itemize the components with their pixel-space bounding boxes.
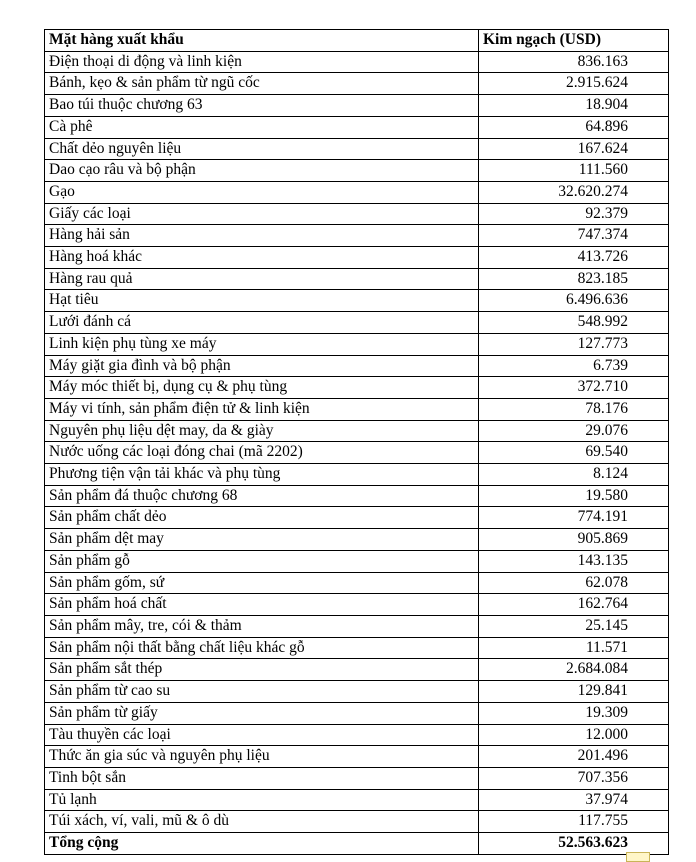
turnover-cell: 201.496 <box>479 746 669 768</box>
table-row <box>45 73 669 95</box>
table-row <box>45 312 669 334</box>
turnover-cell: 18.904 <box>479 95 669 117</box>
table-row <box>45 333 669 355</box>
commodity-cell: Hàng hải sản <box>45 225 479 247</box>
turnover-cell: 167.624 <box>479 138 669 160</box>
commodity-cell: Túi xách, ví, vali, mũ & ô dù <box>45 811 479 833</box>
table-row <box>45 355 669 377</box>
turnover-cell: 905.869 <box>479 529 669 551</box>
turnover-cell: 37.974 <box>479 789 669 811</box>
commodity-cell: Gạo <box>45 181 479 203</box>
export-table <box>44 29 669 855</box>
table-row <box>45 507 669 529</box>
table-row <box>45 442 669 464</box>
turnover-cell: 19.309 <box>479 702 669 724</box>
table-total-row <box>45 833 669 855</box>
commodity-cell: Nước uống các loại đóng chai (mã 2202) <box>45 442 479 464</box>
turnover-cell: 111.560 <box>479 160 669 182</box>
turnover-cell: 19.580 <box>479 485 669 507</box>
commodity-cell: Chất dẻo nguyên liệu <box>45 138 479 160</box>
commodity-cell: Bao túi thuộc chương 63 <box>45 95 479 117</box>
commodity-cell: Điện thoại di động và linh kiện <box>45 51 479 73</box>
table-row <box>45 225 669 247</box>
table-row <box>45 116 669 138</box>
table-row <box>45 485 669 507</box>
corner-marker <box>626 852 650 862</box>
commodity-cell: Máy móc thiết bị, dụng cụ & phụ tùng <box>45 377 479 399</box>
total-label: Tổng cộng <box>45 833 479 855</box>
commodity-cell: Cà phê <box>45 116 479 138</box>
turnover-cell: 6.739 <box>479 355 669 377</box>
turnover-cell: 836.163 <box>479 51 669 73</box>
table-row <box>45 420 669 442</box>
turnover-cell: 69.540 <box>479 442 669 464</box>
commodity-cell: Hạt tiêu <box>45 290 479 312</box>
turnover-cell: 129.841 <box>479 681 669 703</box>
turnover-cell: 11.571 <box>479 637 669 659</box>
table-row <box>45 529 669 551</box>
table-body <box>45 51 669 832</box>
table-row <box>45 615 669 637</box>
table-row <box>45 181 669 203</box>
turnover-cell: 32.620.274 <box>479 181 669 203</box>
export-table-container <box>44 29 669 855</box>
turnover-cell: 78.176 <box>479 398 669 420</box>
turnover-cell: 64.896 <box>479 116 669 138</box>
commodity-cell: Dao cạo râu và bộ phận <box>45 160 479 182</box>
turnover-cell: 62.078 <box>479 572 669 594</box>
turnover-cell: 413.726 <box>479 247 669 269</box>
commodity-cell: Sản phẩm từ cao su <box>45 681 479 703</box>
table-row <box>45 95 669 117</box>
turnover-cell: 707.356 <box>479 767 669 789</box>
table-row <box>45 746 669 768</box>
commodity-cell: Sản phẩm dệt may <box>45 529 479 551</box>
commodity-cell: Máy vi tính, sản phẩm điện tử & linh kiện <box>45 398 479 420</box>
turnover-cell: 548.992 <box>479 312 669 334</box>
table-row <box>45 203 669 225</box>
header-commodity: Mặt hàng xuất khẩu <box>45 30 479 52</box>
commodity-cell: Lưới đánh cá <box>45 312 479 334</box>
commodity-cell: Thức ăn gia súc và nguyên phụ liệu <box>45 746 479 768</box>
turnover-cell: 372.710 <box>479 377 669 399</box>
commodity-cell: Phương tiện vận tải khác và phụ tùng <box>45 464 479 486</box>
turnover-cell: 143.135 <box>479 550 669 572</box>
table-row <box>45 247 669 269</box>
commodity-cell: Nguyên phụ liệu dệt may, da & giày <box>45 420 479 442</box>
turnover-cell: 8.124 <box>479 464 669 486</box>
table-header-row <box>45 30 669 52</box>
turnover-cell: 127.773 <box>479 333 669 355</box>
turnover-cell: 25.145 <box>479 615 669 637</box>
turnover-cell: 6.496.636 <box>479 290 669 312</box>
commodity-cell: Tàu thuyền các loại <box>45 724 479 746</box>
table-row <box>45 290 669 312</box>
commodity-cell: Tủ lạnh <box>45 789 479 811</box>
commodity-cell: Sản phẩm gỗ <box>45 550 479 572</box>
total-value: 52.563.623 <box>479 833 669 855</box>
commodity-cell: Sản phẩm sắt thép <box>45 659 479 681</box>
commodity-cell: Sản phẩm mây, tre, cói & thảm <box>45 615 479 637</box>
turnover-cell: 2.684.084 <box>479 659 669 681</box>
commodity-cell: Sản phẩm nội thất bằng chất liệu khác gỗ <box>45 637 479 659</box>
commodity-cell: Sản phẩm đá thuộc chương 68 <box>45 485 479 507</box>
commodity-cell: Hàng rau quả <box>45 268 479 290</box>
turnover-cell: 92.379 <box>479 203 669 225</box>
table-row <box>45 377 669 399</box>
table-row <box>45 724 669 746</box>
table-row <box>45 268 669 290</box>
commodity-cell: Linh kiện phụ tùng xe máy <box>45 333 479 355</box>
turnover-cell: 117.755 <box>479 811 669 833</box>
table-row <box>45 594 669 616</box>
turnover-cell: 774.191 <box>479 507 669 529</box>
turnover-cell: 747.374 <box>479 225 669 247</box>
turnover-cell: 29.076 <box>479 420 669 442</box>
commodity-cell: Sản phẩm hoá chất <box>45 594 479 616</box>
table-row <box>45 767 669 789</box>
table-row <box>45 811 669 833</box>
table-row <box>45 160 669 182</box>
commodity-cell: Sản phẩm từ giấy <box>45 702 479 724</box>
commodity-cell: Hàng hoá khác <box>45 247 479 269</box>
table-row <box>45 398 669 420</box>
table-row <box>45 550 669 572</box>
table-row <box>45 637 669 659</box>
commodity-cell: Sản phẩm gốm, sứ <box>45 572 479 594</box>
table-row <box>45 572 669 594</box>
table-row <box>45 659 669 681</box>
commodity-cell: Máy giặt gia đình và bộ phận <box>45 355 479 377</box>
commodity-cell: Giấy các loại <box>45 203 479 225</box>
table-row <box>45 51 669 73</box>
header-turnover: Kim ngạch (USD) <box>479 30 669 52</box>
table-row <box>45 702 669 724</box>
table-row <box>45 681 669 703</box>
turnover-cell: 2.915.624 <box>479 73 669 95</box>
commodity-cell: Sản phẩm chất dẻo <box>45 507 479 529</box>
turnover-cell: 162.764 <box>479 594 669 616</box>
table-row <box>45 138 669 160</box>
commodity-cell: Bánh, kẹo & sản phẩm từ ngũ cốc <box>45 73 479 95</box>
turnover-cell: 12.000 <box>479 724 669 746</box>
table-row <box>45 464 669 486</box>
turnover-cell: 823.185 <box>479 268 669 290</box>
commodity-cell: Tinh bột sắn <box>45 767 479 789</box>
table-row <box>45 789 669 811</box>
